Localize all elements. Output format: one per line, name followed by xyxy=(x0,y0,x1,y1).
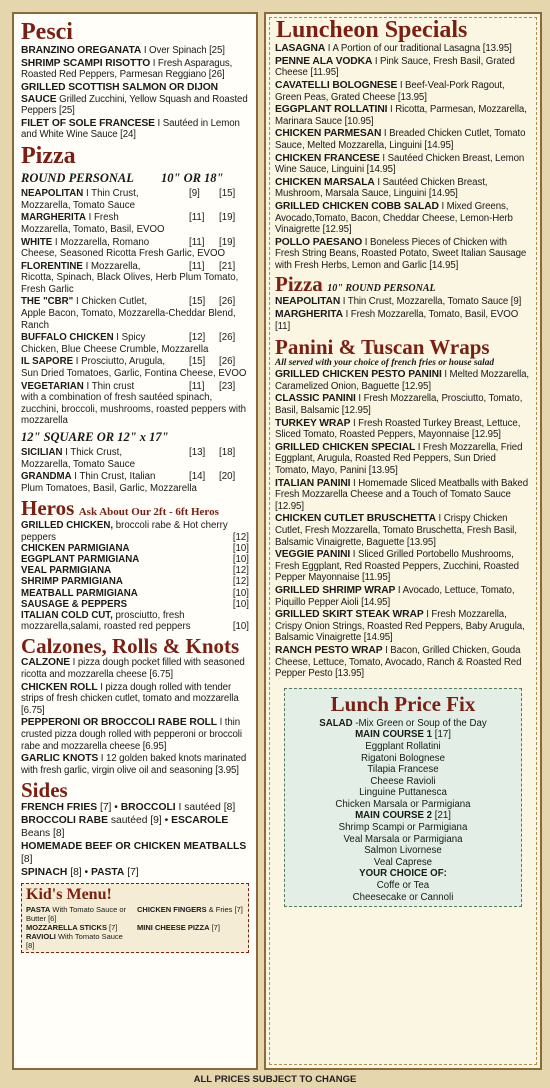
pizza-item xyxy=(21,356,249,379)
pizza-item-name: SICILIAN xyxy=(21,447,63,458)
mc1-price: [17] xyxy=(432,729,451,741)
kids-item xyxy=(26,932,133,950)
side-name: ESCAROLE xyxy=(171,815,229,827)
luncheon-item xyxy=(275,177,531,200)
hero-item xyxy=(21,610,249,632)
price-fix-salad xyxy=(289,718,517,730)
mc2-item: Veal Marsala or Parmigiana xyxy=(343,833,463,845)
calzone-item-desc: I pizza dough pocket filled with seasoned ricotta and mozzarella cheese [6.75] xyxy=(21,657,245,681)
pizza-item-desc: I Thin Crust, Italian xyxy=(71,471,156,483)
kids-item-desc: [7] xyxy=(209,923,220,933)
mc2-item: Salmon Livornese xyxy=(364,845,442,857)
lunch-pizza-item xyxy=(275,296,531,308)
kids-item xyxy=(137,905,244,923)
kids-item xyxy=(26,923,133,932)
pizza-price-large: [15] xyxy=(219,188,236,200)
side-detail: sautéed [9] • xyxy=(107,815,172,827)
pizza-item-desc: I Chicken Cutlet, xyxy=(73,296,148,308)
hero-item-price: [12] xyxy=(232,576,249,588)
lunch-pizza-list xyxy=(272,296,534,332)
pizza-item-desc: I Mozzarella, xyxy=(82,260,141,272)
luncheon-item-name: POLLO PAESANO xyxy=(275,236,363,248)
luncheon-list xyxy=(272,43,534,271)
panini-item-name: CLASSIC PANINI xyxy=(275,393,356,405)
mc1-item: Tilapia Francese xyxy=(367,764,439,776)
pesci-item-desc: I Sautéed in Lemon and White Wine Sauce [24] xyxy=(21,117,240,141)
round-heading-sizes: 10" OR 18" xyxy=(161,171,224,186)
pizza-item-desc2: Mozzarella, Tomato Sauce xyxy=(21,199,135,211)
hero-item-price: [12] xyxy=(232,565,249,577)
hero-item xyxy=(21,554,249,565)
kids-item-name: PASTA xyxy=(26,905,51,915)
sides-title: Sides xyxy=(21,778,68,803)
pesci-item-desc: Grilled Zucchini, Yellow Squash and Roasted Peppers [25] xyxy=(21,93,248,117)
panini-subtitle: All served with your choice of french fries or house salad xyxy=(275,358,494,369)
heros-list xyxy=(21,520,249,632)
pizza-item-desc: I Fresh xyxy=(85,212,119,224)
pesci-item xyxy=(21,82,249,117)
kids-menu-box xyxy=(21,883,249,953)
hero-item-price: [10] xyxy=(232,553,249,565)
mc2-item: Shrimp Scampi or Parmigiana xyxy=(338,822,468,834)
panini-list xyxy=(272,369,534,679)
luncheon-item-desc: I Mixed Greens, Avocado,Tomato, Bacon, Cheddar Cheese, Lemon-Herb Vinaigrette [12.95] xyxy=(275,200,513,236)
pizza-item-head xyxy=(21,237,189,249)
pizza-item xyxy=(21,237,249,260)
panini-item-desc: I Crispy Chicken Cutlet, Fresh Mozzarella, Tomato Bruschetta, Fresh Basil, Balsamic Vinaigrette, Baguette [13.95] xyxy=(275,513,517,548)
footer-note: ALL PRICES SUBJECT TO CHANGE xyxy=(193,1074,357,1085)
calzone-item-desc: I thin crusted pizza dough rolled with pepperoni or broccoli rabe and mozzarella cheese [6.95] xyxy=(21,717,242,752)
lunch-pizza-heading xyxy=(272,273,534,296)
luncheon-item-desc: I Sautéed Chicken Breast, Mushroom, Marsala Sauce, Linguini [14.95] xyxy=(275,176,488,200)
pizza-item-desc: I Thin Crust, xyxy=(83,188,139,200)
panini-item-desc: I Melted Mozzarella, Caramelized Onion, Baguette [12.95] xyxy=(275,369,530,392)
pizza-price-small: [15] xyxy=(189,296,206,308)
side-detail: [7] xyxy=(124,867,139,879)
pesci-item-name: FILET OF SOLE FRANCESE xyxy=(21,117,155,129)
pizza-item-desc: I Thick Crust, xyxy=(62,447,123,458)
panini-item xyxy=(275,369,531,392)
kids-item-desc: With Tomato Sauce [8] xyxy=(26,932,123,951)
pizza-item-desc: I Thin crust xyxy=(83,380,135,392)
hero-item-price: [12] xyxy=(232,531,249,543)
calzone-item-name: PEPPERONI OR BROCCOLI RABE ROLL xyxy=(21,717,217,729)
luncheon-item-desc: I A Portion of our traditional Lasagna [13.95] xyxy=(325,43,512,55)
panini-item-desc: I Homemade Sliced Meatballs with Baked Fresh Mozzarella Cheese and a Touch of Tomato Sauce [12.95] xyxy=(275,477,529,512)
pesci-title: Pesci xyxy=(21,19,73,45)
side-name: PASTA xyxy=(90,867,125,879)
mc1-list xyxy=(289,741,517,811)
hero-item-head xyxy=(21,565,229,576)
hero-item xyxy=(21,588,249,599)
mc2-list xyxy=(289,822,517,868)
pizza-item-desc2: Plum Tomatoes, Basil, Garlic, Mozzarella xyxy=(21,482,197,494)
mc1-item: Rigatoni Bolognese xyxy=(360,752,446,764)
panini-item xyxy=(275,478,531,513)
kids-list xyxy=(26,905,244,950)
luncheon-item-name: EGGPLANT ROLLATINI xyxy=(275,104,388,116)
side-name: FRENCH FRIES xyxy=(21,802,98,814)
pizza-item-name: MARGHERITA xyxy=(21,212,86,224)
hero-item-head xyxy=(21,554,229,565)
choice-list xyxy=(289,880,517,903)
calzones-title: Calzones, Rolls & Knots xyxy=(21,634,240,659)
calzone-item xyxy=(21,717,249,752)
hero-item-head xyxy=(21,576,229,587)
hero-item xyxy=(21,565,249,576)
pesci-item xyxy=(21,118,249,141)
heros-heading xyxy=(21,497,249,520)
side-detail: Beans [8] xyxy=(21,828,65,840)
luncheon-item-desc: I Pink Sauce, Fresh Basil, Grated Cheese [11.95] xyxy=(275,55,515,79)
hero-item-price: [10] xyxy=(232,542,249,554)
pizza-price-large: [19] xyxy=(219,212,236,224)
lunch-pizza-item-name: NEAPOLITAN xyxy=(275,296,341,308)
pizza-item-name: NEAPOLITAN xyxy=(21,188,84,200)
lunch-price-fix-box xyxy=(284,688,522,908)
calzone-item-desc: I pizza dough rolled with tender strips of fresh chicken cutlet, tomato and mozzarella [6.75] xyxy=(21,681,239,716)
kids-item xyxy=(137,923,244,932)
pizza-price-large: [20] xyxy=(219,471,236,483)
pizza-item-head xyxy=(21,447,189,459)
pizza-item-desc2: Mozzarella, Tomato, Basil, EVOO xyxy=(21,223,165,235)
kids-item-name: RAVIOLI xyxy=(26,932,56,942)
lunch-pizza-subtitle: 10" ROUND PERSONAL xyxy=(327,283,436,295)
pizza-item-head xyxy=(21,188,189,200)
side-name: BROCCOLI RABE xyxy=(21,815,108,827)
pizza-item-desc: I Spicy xyxy=(113,332,146,344)
mc1-item: Eggplant Rollatini xyxy=(365,740,441,752)
hero-item-name: SHRIMP PARMIGIANA xyxy=(21,576,123,588)
panini-item-desc: I Sliced Grilled Portobello Mushrooms, Fresh Eggplant, Red Roasted Peppers, Zucchini, Roasted Pepper Mayonnaise [11.95] xyxy=(275,549,519,584)
square-heading: 12" SQUARE OR 12" x 17" xyxy=(21,430,169,444)
hero-item-name: ITALIAN COLD CUT, xyxy=(21,610,113,621)
side-name: BROCCOLI xyxy=(120,802,176,814)
hero-item-name: EGGPLANT PARMIGIANA xyxy=(21,553,140,565)
mc2-price: [21] xyxy=(432,810,451,822)
pesci-item-name: BRANZINO OREGANATA xyxy=(21,45,142,57)
pizza-price-large: [23] xyxy=(219,380,236,392)
pizza-item-head xyxy=(21,296,189,308)
pizza-item xyxy=(21,381,249,427)
panini-item-name: CHICKEN CUTLET BRUSCHETTA xyxy=(275,513,436,525)
pesci-item-name: GRILLED SCOTTISH SALMON OR DIJON SAUCE xyxy=(21,81,219,105)
hero-item-name: CHICKEN PARMIGIANA xyxy=(21,542,130,554)
pizza-item-head xyxy=(21,381,189,393)
panini-item xyxy=(275,645,531,680)
panini-item xyxy=(275,609,531,644)
luncheon-item-name: CHICKEN MARSALA xyxy=(275,176,375,188)
pizza-price-small: [11] xyxy=(189,212,205,224)
pizza-price-large: [19] xyxy=(219,236,236,248)
pizza-item-desc2: Cheese, Seasoned Ricotta Fresh Garlic, EVOO xyxy=(21,248,226,260)
luncheon-item xyxy=(275,128,531,151)
luncheon-item xyxy=(275,104,531,127)
panini-item-desc: I Avocado, Lettuce, Tomato, Piquillo Pepper Aioli [14.95] xyxy=(275,584,515,608)
pizza-item xyxy=(21,212,249,235)
pizza-item-head xyxy=(21,261,189,273)
pizza-item-desc: I Prosciutto, Arugula, xyxy=(73,356,166,368)
choice-heading: YOUR CHOICE OF: xyxy=(359,868,447,880)
panini-item-name: GRILLED CHICKEN SPECIAL xyxy=(275,441,416,453)
side-name: HOMEMADE BEEF OR CHICKEN MEATBALLS xyxy=(21,841,247,853)
kids-item-name: CHICKEN FINGERS xyxy=(137,905,207,915)
pizza-item xyxy=(21,261,249,296)
luncheon-item-name: CAVATELLI BOLOGNESE xyxy=(275,79,398,91)
hero-item-desc: prosciutto, fresh mozzarella,salami, roasted red peppers xyxy=(21,610,191,633)
hero-item-head xyxy=(21,520,229,542)
pizza-item xyxy=(21,296,249,331)
mc2-item: Veal Caprese xyxy=(373,856,433,868)
pizza-item-desc2: Mozzarella, Tomato Sauce xyxy=(21,458,135,470)
pizza-item-desc2: with a combination of fresh sautéed spinach, zucchini, broccoli, mushrooms, roasted peppers with mozzarella xyxy=(21,392,247,427)
pizza-item-name: BUFFALO CHICKEN xyxy=(21,332,114,344)
pizza-item-desc: I Mozzarella, Romano xyxy=(52,236,150,248)
pizza-round-list xyxy=(21,188,249,427)
pizza-item-desc2: Apple Bacon, Tomato, Mozzarella-Cheddar Blend, Ranch xyxy=(21,308,236,331)
kids-item-desc: [7] xyxy=(106,923,118,933)
hero-item xyxy=(21,576,249,587)
pizza-item-name: THE "CBR" xyxy=(21,296,74,308)
panini-item xyxy=(275,585,531,608)
left-menu-column xyxy=(12,12,258,1070)
kids-item-name: MOZZARELLA STICKS xyxy=(26,923,107,933)
pizza-item-head xyxy=(21,332,189,344)
mc1-label: MAIN COURSE 1 xyxy=(355,729,433,741)
heros-subtitle: Ask About Our 2ft - 6ft Heros xyxy=(78,506,219,519)
main-course-1-heading xyxy=(289,729,517,741)
mc2-label: MAIN COURSE 2 xyxy=(355,810,433,822)
panini-item-name: RANCH PESTO WRAP xyxy=(275,644,383,656)
side-detail: [8] • xyxy=(67,867,91,879)
pizza-price-small: [12] xyxy=(189,332,206,344)
panini-item xyxy=(275,549,531,584)
luncheon-item-desc: I Sautéed Chicken Breast, Lemon Wine Sauce, Linguini [14.95] xyxy=(275,152,525,176)
pizza-item xyxy=(21,188,249,211)
hero-item-name: GRILLED CHICKEN, xyxy=(21,520,114,532)
panini-item-desc: I Fresh Mozzarella, Crispy Onion Strings, Roasted Red Peppers, Baby Arugula, Balsamic Vinaigrette [14.95] xyxy=(275,609,525,644)
side-detail: [8] xyxy=(21,854,33,866)
panini-title: Panini & Tuscan Wraps xyxy=(275,335,490,360)
luncheon-item-desc: I Boneless Pieces of Chicken with Fresh String Beans, Roasted Potato, Sweet Italian Sausage with Fresh Herbs, Lemon and Garlic [14.95] xyxy=(275,236,527,271)
panini-item-desc: I Fresh Mozzarella, Prosciutto, Tomato, Basil, Balsamic [12.95] xyxy=(275,393,523,417)
hero-item xyxy=(21,520,249,542)
hero-item xyxy=(21,543,249,554)
salad-desc: -Mix Green or Soup of the Day xyxy=(352,717,487,729)
pizza-item-name: VEGETARIAN xyxy=(21,380,84,392)
pesci-list xyxy=(21,45,249,141)
panini-item xyxy=(275,393,531,416)
salad-label: SALAD xyxy=(319,717,353,729)
round-heading-label: ROUND PERSONAL xyxy=(21,171,134,186)
luncheon-item-name: CHICKEN PARMESAN xyxy=(275,128,382,140)
panini-item-name: GRILLED CHICKEN PESTO PANINI xyxy=(275,369,442,381)
round-heading xyxy=(21,171,249,186)
pizza-price-small: [11] xyxy=(189,260,205,272)
heros-title: Heros xyxy=(21,496,75,521)
calzone-item xyxy=(21,657,249,680)
luncheon-item-desc: I Breaded Chicken Cutlet, Tomato Sauce, Melted Mozzarella, Linguini [14.95] xyxy=(275,128,526,151)
pizza-price-small: [13] xyxy=(189,447,206,458)
calzones-list xyxy=(21,657,249,776)
hero-item-name: SAUSAGE & PEPPERS xyxy=(21,598,128,610)
pesci-item-desc: I Over Spinach [25] xyxy=(141,45,225,57)
pizza-price-large: [26] xyxy=(219,296,236,308)
pesci-item xyxy=(21,58,249,81)
pizza-price-large: [26] xyxy=(219,356,236,368)
mc1-item: Cheese Ravioli xyxy=(370,775,436,787)
hero-item xyxy=(21,599,249,610)
calzone-item-name: GARLIC KNOTS xyxy=(21,753,99,765)
pizza-price-small: [15] xyxy=(189,356,206,368)
panini-item xyxy=(275,513,531,548)
panini-item-name: VEGGIE PANINI xyxy=(275,549,351,561)
hero-item-price: [10] xyxy=(232,587,249,599)
calzone-item xyxy=(21,682,249,717)
pizza-price-large: [26] xyxy=(219,332,236,344)
side-detail: I sautéed [8] xyxy=(175,802,236,814)
sides-list xyxy=(21,801,249,879)
pizza-item xyxy=(21,471,249,494)
luncheon-item xyxy=(275,201,531,236)
choice-item: Coffe or Tea xyxy=(376,880,430,892)
luncheon-item-name: PENNE ALA VODKA xyxy=(275,55,373,67)
hero-item-head xyxy=(21,610,229,632)
lunch-pizza-item xyxy=(275,309,531,332)
luncheon-item-name: LASAGNA xyxy=(275,43,326,55)
pizza-item xyxy=(21,447,249,470)
kids-item-desc: & Fries [7] xyxy=(206,905,243,915)
luncheon-item xyxy=(275,237,531,272)
luncheon-item-desc: I Beef-Veal-Pork Ragout, Green Peas, Grated Cheese [13.95] xyxy=(275,79,505,103)
luncheon-item xyxy=(275,80,531,103)
luncheon-item xyxy=(275,56,531,79)
pizza-item-head xyxy=(21,356,189,368)
pizza-item-name: IL SAPORE xyxy=(21,356,74,368)
hero-item-price: [10] xyxy=(232,621,249,633)
lunch-pizza-title: Pizza xyxy=(275,272,323,297)
kids-item-desc: With Tomato Sauce or Butter [6] xyxy=(26,905,127,924)
calzone-item-desc: I 12 golden baked knots marinated with fresh garlic, virgin olive oil and seasoning [3.95] xyxy=(21,753,247,776)
lunch-pizza-item-desc: I Thin Crust, Mozzarella, Tomato Sauce [9] xyxy=(340,296,522,308)
pesci-item-desc: I Fresh Asparagus, Roasted Red Peppers, Parmesan Reggiano [26] xyxy=(21,57,233,81)
panini-item-name: GRILLED SHRIMP WRAP xyxy=(275,584,396,596)
pizza-price-small: [11] xyxy=(189,236,205,248)
choice-item: Cheesecake or Cannoli xyxy=(352,891,454,903)
hero-item-name: MEATBALL PARMIGIANA xyxy=(21,587,138,599)
right-menu-column xyxy=(264,12,542,1070)
sides-line xyxy=(21,840,249,866)
pesci-item-name: SHRIMP SCAMPI RISOTTO xyxy=(21,57,151,69)
side-detail: [7] • xyxy=(97,802,121,814)
hero-item-head xyxy=(21,543,229,554)
panini-item-desc: I Fresh Mozzarella, Fried Eggplant, Arugula, Roasted Red Peppers, Sun Dried Tomato, Mayo, Panini [13.95] xyxy=(275,441,523,477)
pizza-item xyxy=(21,332,249,355)
pizza-item-name: FLORENTINE xyxy=(21,260,83,272)
pizza-price-small: [11] xyxy=(189,380,205,392)
hero-item-price: [10] xyxy=(232,598,249,610)
luncheon-item xyxy=(275,43,531,55)
hero-item-head xyxy=(21,588,229,599)
panini-item xyxy=(275,442,531,477)
panini-item-name: ITALIAN PANINI xyxy=(275,477,351,489)
panini-item-name: TURKEY WRAP xyxy=(275,417,351,429)
kids-item xyxy=(26,905,133,923)
panini-item-desc: I Fresh Roasted Turkey Breast, Lettuce, Sliced Tomato, Roasted Peppers, Mayonnaise [12.95] xyxy=(275,417,521,441)
sides-line xyxy=(21,801,249,814)
side-name: SPINACH xyxy=(21,867,68,879)
pizza-item-head xyxy=(21,212,189,224)
pesci-item xyxy=(21,45,249,57)
price-fix-title: Lunch Price Fix xyxy=(330,691,476,716)
panini-item-desc: I Bacon, Grilled Chicken, Gouda Cheese, Lettuce, Tomato, Avocado, Ranch & Roasted Red Pepper Pesto [13.95] xyxy=(275,644,522,680)
calzone-item xyxy=(21,753,249,776)
calzone-item-name: CALZONE xyxy=(21,657,71,669)
hero-item-desc: broccoli rabe & Hot cherry peppers xyxy=(21,520,228,543)
sides-line xyxy=(21,814,249,840)
mc1-item: Linguine Puttanesca xyxy=(359,787,447,799)
pizza-square-list xyxy=(21,447,249,494)
pizza-price-large: [18] xyxy=(219,447,236,458)
hero-item-head xyxy=(21,599,229,610)
pizza-item-head xyxy=(21,471,189,483)
kids-title: Kid's Menu! xyxy=(26,886,112,904)
calzone-item-name: CHICKEN ROLL xyxy=(21,681,98,693)
luncheon-title: Luncheon Specials xyxy=(276,17,468,43)
pizza-item-name: GRANDMA xyxy=(21,471,72,483)
mc1-item: Chicken Marsala or Parmigiana xyxy=(335,798,471,810)
pizza-item-name: WHITE xyxy=(21,236,53,248)
luncheon-item xyxy=(275,153,531,176)
luncheon-item-name: CHICKEN FRANCESE xyxy=(275,152,380,164)
pizza-item-desc2: Sun Dried Tomatoes, Garlic, Fontina Cheese, EVOO xyxy=(21,368,247,380)
pizza-title: Pizza xyxy=(21,142,76,169)
hero-item-name: VEAL PARMIGIANA xyxy=(21,565,112,577)
main-course-2-heading xyxy=(289,810,517,822)
sides-line xyxy=(21,866,249,879)
luncheon-item-desc: I Ricotta, Parmesan, Mozzarella, Marinara Sauce [10.95] xyxy=(275,104,527,127)
panini-item xyxy=(275,418,531,441)
pizza-item-desc2: Chicken, Blue Cheese Crumble, Mozzarella xyxy=(21,343,209,355)
kids-item-name: MINI CHEESE PIZZA xyxy=(137,923,210,933)
pizza-price-large: [21] xyxy=(219,260,236,272)
luncheon-item-name: GRILLED CHICKEN COBB SALAD xyxy=(275,200,439,212)
pizza-item-desc2: Ricotta, Spinach, Black Olives, Herb Plum Tomato, Fresh Garlic xyxy=(21,272,239,295)
pizza-price-small: [14] xyxy=(189,471,206,483)
lunch-pizza-item-desc: I Fresh Mozzarella, Tomato, Basil, EVOO [11] xyxy=(275,309,519,332)
pizza-price-small: [9] xyxy=(189,188,200,200)
panini-item-name: GRILLED SKIRT STEAK WRAP xyxy=(275,609,424,621)
lunch-pizza-item-name: MARGHERITA xyxy=(275,309,344,321)
